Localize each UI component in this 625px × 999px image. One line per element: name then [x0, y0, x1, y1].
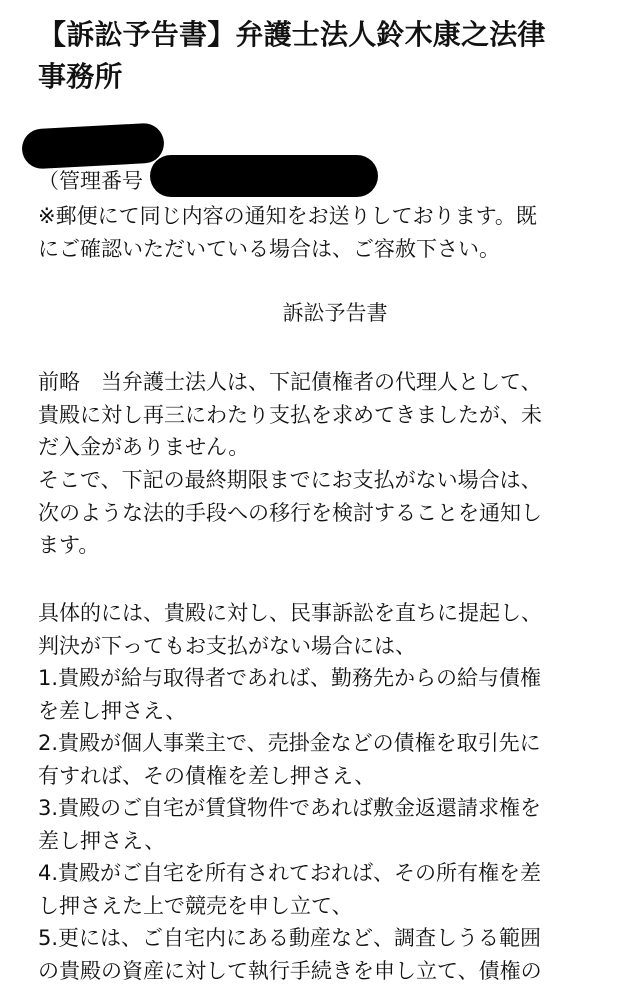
email-subject [38, 14, 598, 98]
email-subject-line: 事務所 [38, 60, 123, 93]
text-line: 5.更には、ご自宅内にある動産など、調査しうる範囲 [38, 926, 542, 950]
text-line: 前略 当弁護士法人は、下記債権者の代理人として、 [38, 370, 542, 394]
text-line: にご確認いただいている場合は、ご容赦下さい。 [38, 236, 500, 261]
text-line: の貴殿の資産に対して執行手続きを申し立て、債権の [38, 958, 542, 983]
text-line: 判決が下ってもお支払がない場合には、 [38, 633, 416, 658]
text-line: ます。 [38, 533, 100, 557]
list-item [38, 792, 598, 857]
redacted-sender [21, 122, 165, 169]
management-number-label: （管理番号 [38, 169, 143, 193]
legal-measures-list [38, 662, 598, 987]
text-line: 差し押さえ、 [38, 828, 166, 853]
text-line: し押さえた上で競売を申し立て、 [38, 893, 353, 918]
paragraph-details [38, 597, 598, 662]
list-item [38, 727, 598, 792]
text-line: 有すれば、その債権を差し押さえ、 [38, 763, 376, 788]
list-item [38, 857, 598, 922]
redacted-management-number [150, 155, 378, 197]
text-line: 次のような法的手段への移行を検討することを通知し [38, 500, 542, 525]
email-subject-line: 【訴訟予告書】弁護士法人鈴木康之法律 [38, 18, 546, 51]
document-title: 訴訟予告書 [282, 301, 388, 325]
text-line: 具体的には、貴殿に対し、民事訴訟を直ちに提起し、 [38, 601, 542, 625]
paragraph-notice [38, 464, 598, 562]
text-line: を差し押さえ、 [38, 698, 187, 723]
list-item [38, 922, 598, 987]
text-line: 貴殿に対し再三にわたり支払を求めてきましたが、未 [38, 402, 542, 427]
text-line: だ入金がありません。 [38, 435, 250, 459]
text-line: 3.貴殿のご自宅が賃貸物件であれば敷金返還請求権を [38, 796, 542, 820]
text-line: 1.貴殿が給与取得者であれば、勤務先からの給与債権 [38, 666, 542, 690]
paragraph-preamble [38, 366, 598, 464]
text-line: 4.貴殿がご自宅を所有されておれば、その所有権を差 [38, 861, 542, 885]
text-line: ※郵便にて同じ内容の通知をお送りしております。既 [38, 204, 537, 228]
list-item [38, 662, 598, 727]
text-line: 2.貴殿が個人事業主で、売掛金などの債権を取引先に [38, 731, 541, 755]
postal-notice [38, 200, 598, 265]
text-line: そこで、下記の最終期限までにお支払がない場合は、 [38, 468, 542, 492]
